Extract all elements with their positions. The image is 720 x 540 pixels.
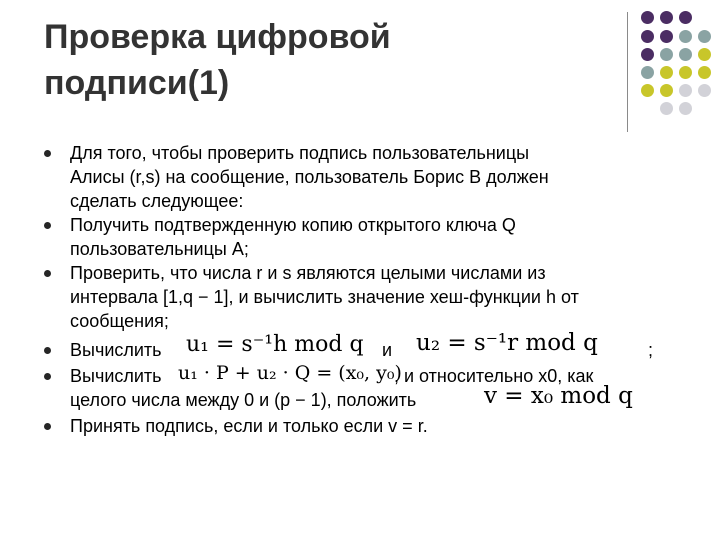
formula-v: v = x₀ mod q bbox=[484, 383, 633, 409]
decor-dot bbox=[698, 66, 711, 79]
body-line: Для того, чтобы проверить подпись пользовательницы bbox=[70, 143, 530, 163]
decor-dot bbox=[698, 84, 711, 97]
decor-dot bbox=[641, 11, 654, 24]
decor-dot bbox=[698, 48, 711, 61]
body-line: Вычислить bbox=[70, 340, 162, 360]
decor-dot bbox=[660, 11, 673, 24]
body-line: Получить подтвержденную копию открытого ключа Q bbox=[70, 215, 516, 235]
bullet-dot bbox=[44, 347, 51, 354]
decor-dot bbox=[679, 30, 692, 43]
decor-dot bbox=[660, 30, 673, 43]
decor-dot bbox=[641, 84, 654, 97]
decor-dot bbox=[660, 84, 673, 97]
decor-dot bbox=[679, 102, 692, 115]
body-line: и bbox=[382, 340, 393, 360]
decor-dot bbox=[641, 48, 654, 61]
body-line: , и относительно x0, как bbox=[394, 366, 594, 386]
decor-dot bbox=[641, 66, 654, 79]
body-line: Алисы (r,s) на сообщение, пользователь Борис B должен bbox=[70, 167, 549, 187]
body-line: целого числа между 0 и (p − 1), положить bbox=[70, 390, 417, 410]
formula-point: u₁ · P + u₂ · Q = (x₀, y₀) bbox=[178, 362, 402, 384]
bullet-dot bbox=[44, 222, 51, 229]
body-line: сообщения; bbox=[70, 311, 169, 331]
title-line-2: подписи(1) bbox=[44, 64, 230, 102]
decor-dot bbox=[679, 84, 692, 97]
bullet-dot bbox=[44, 270, 51, 277]
decor-dot bbox=[660, 48, 673, 61]
decor-divider-line bbox=[627, 12, 628, 132]
decor-dot bbox=[641, 30, 654, 43]
decor-dot bbox=[679, 66, 692, 79]
body-line: Вычислить bbox=[70, 366, 162, 386]
body-line: ; bbox=[648, 340, 654, 360]
formula-u2: u₂ = s⁻¹r mod q bbox=[416, 330, 598, 356]
decor-dot bbox=[679, 11, 692, 24]
body-line: пользовательницы A; bbox=[70, 239, 249, 259]
decor-dot bbox=[679, 48, 692, 61]
title-line-1: Проверка цифровой bbox=[44, 18, 391, 56]
bullet-dot bbox=[44, 150, 51, 157]
slide-title bbox=[44, 14, 564, 106]
body-line: сделать следующее: bbox=[70, 191, 244, 211]
body-line: Принять подпись, если и только если v = r. bbox=[70, 416, 428, 436]
bullet-dot bbox=[44, 423, 51, 430]
body-line: Проверить, что числа r и s являются целыми числами из bbox=[70, 263, 546, 283]
decor-dot bbox=[660, 66, 673, 79]
bullet-dot bbox=[44, 373, 51, 380]
formula-u1: u₁ = s⁻¹h mod q bbox=[186, 332, 364, 357]
decor-dot bbox=[660, 102, 673, 115]
decor-dot bbox=[698, 30, 711, 43]
body-line: интервала [1,q − 1], и вычислить значение хеш-функции h от bbox=[70, 287, 579, 307]
